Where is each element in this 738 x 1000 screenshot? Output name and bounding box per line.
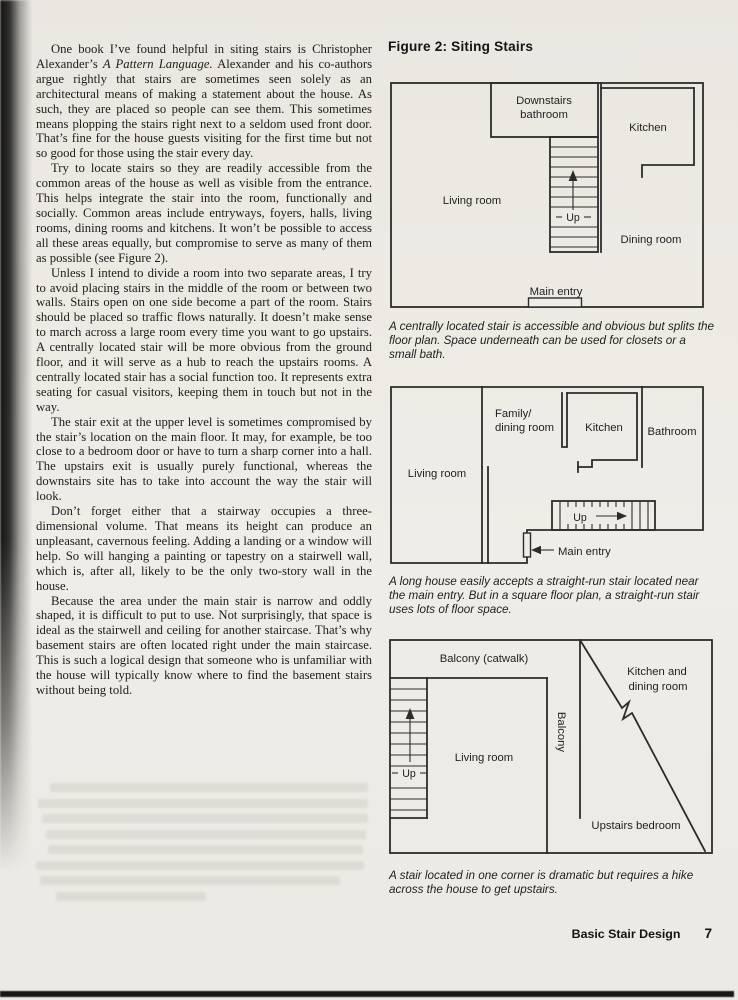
floor-plan-straight-run-stair xyxy=(385,382,713,568)
figure-caption: A centrally located stair is accessible and obvious but splits the floor plan. Space underneath can be used for closets or a small bath. xyxy=(389,320,715,361)
label-living-room: Living room xyxy=(442,195,502,207)
paragraph: Don’t forget either that a stairway occupies a three-dimensional volume. That means its height can produce an unpleasant, cavernous feeling. Adding a landing or a window will help. So will hanging a painting or tapestry on a stairwell wall, which is, after all, likely to be the only two-story wall in the house. xyxy=(36,504,372,593)
article-text-column xyxy=(36,42,372,698)
label-up: Up xyxy=(573,512,587,524)
main-entry-door xyxy=(529,298,582,307)
label-main-entry: Main entry xyxy=(529,286,583,298)
label-family-dining-room: Family/ xyxy=(495,408,532,420)
up-arrow-icon xyxy=(569,170,578,210)
label-upstairs-bedroom: Upstairs bedroom xyxy=(591,820,681,832)
up-arrow-icon xyxy=(406,708,415,762)
paragraph: Try to locate stairs so they are readily accessible from the common areas of the house as well as visible from the entrance. This helps integrate the stair into the room, functionally and socially. Common areas include entryways, foyers, halls, living rooms, dining rooms and kitchens. It won’t be possible to access all these areas equally, but compromise to serve as many of them as possible (see Figure 2). xyxy=(36,161,372,265)
bleed-line xyxy=(46,830,366,839)
bleed-line xyxy=(50,783,368,792)
label-up: Up xyxy=(566,212,580,224)
label-dining-room: Dining room xyxy=(620,234,682,246)
label-main-entry: Main entry xyxy=(558,546,611,558)
label-kitchen-dining: Kitchen and xyxy=(627,666,687,678)
paragraph: Unless I intend to divide a room into two separate areas, I try to avoid placing stairs in the middle of the room or between two walls. Stairs open on one side become a part of the room. Stairs should be placed so traffic flows naturally. It doesn’t make sense to march across a large room every time you want to go upstairs. A centrally located stair will be more obvious from the ground floor, and it will serve as a hub to reach the upstairs rooms. A centrally located stair has a social function too. It represents extra seating for casual visitors, keeping them in touch but not in the way. xyxy=(36,265,372,414)
label-downstairs-bathroom: bathroom xyxy=(520,109,568,121)
figure-caption: A stair located in one corner is dramatic but requires a hike across the house to get upstairs. xyxy=(389,869,694,896)
figure-heading: Figure 2: Siting Stairs xyxy=(388,39,534,54)
label-living-room: Living room xyxy=(454,752,514,764)
bleed-line xyxy=(48,845,363,854)
stair-treads xyxy=(550,147,598,247)
label-balcony: Balcony xyxy=(555,711,567,753)
label-family-dining-room: dining room xyxy=(495,422,555,434)
main-entry-arrow-icon xyxy=(531,546,554,554)
label-up: Up xyxy=(402,768,416,780)
page-bottom-edge xyxy=(0,991,734,997)
paragraph: The stair exit at the upper level is sometimes compromised by the stair’s location on the main floor. It may, for example, be too close to a bedroom door or have to turn a sharp corner into a hall. The upstairs exit is usually purely functional, whereas the downstairs site has to take into account the way the stair will look. xyxy=(36,414,372,504)
figure-caption: A long house easily accepts a straight-run stair located near the main entry. But in a square floor plan, a straight-run stair uses lots of floor space. xyxy=(389,575,700,616)
main-entry-door xyxy=(524,533,531,557)
paragraph: One book I’ve found helpful in siting stairs is Christopher Alexander’s A Pattern Language. Alexander and his co-authors argue rightly that stairs are sometimes seen solely as an architectural means of making a statement about the house. As such, they are placed so people can see them. This sometimes means plopping the stairs right next to a seldom used front door. That’s fine for the house guests visiting for the first time but not so good for those using the stair every day. xyxy=(36,42,373,161)
page-binding-shadow xyxy=(0,0,32,900)
stair-treads xyxy=(390,689,427,810)
page-number: 7 xyxy=(704,926,712,941)
label-kitchen: Kitchen xyxy=(585,422,623,434)
label-kitchen-dining: dining room xyxy=(628,681,688,693)
label-living-room: Living room xyxy=(407,468,467,480)
label-kitchen: Kitchen xyxy=(629,122,667,134)
bleed-line xyxy=(40,876,340,885)
bleed-through-text xyxy=(32,783,372,907)
paragraph: Because the area under the main stair is narrow and oddly shaped, it is difficult to put to use. Not surprisingly, that space is ideal as the stairwell and ceiling for another staircase. That’s why basement stairs are often located right under the main staircase. This is such a logical design that someone who is unfamiliar with the house will typically know where to find the basement stairs without being told. xyxy=(36,593,372,697)
running-footer xyxy=(572,926,712,941)
bleed-line xyxy=(38,799,368,808)
running-footer-title: Basic Stair Design xyxy=(571,927,681,941)
bleed-line xyxy=(56,892,206,901)
bleed-line xyxy=(36,861,364,870)
floor-plan-central-stair xyxy=(385,78,713,314)
label-balcony-catwalk: Balcony (catwalk) xyxy=(439,653,529,665)
floor-plan-corner-stair xyxy=(385,635,717,858)
label-bathroom: Bathroom xyxy=(647,426,697,438)
bleed-line xyxy=(42,814,368,823)
label-downstairs-bathroom: Downstairs xyxy=(516,95,572,107)
